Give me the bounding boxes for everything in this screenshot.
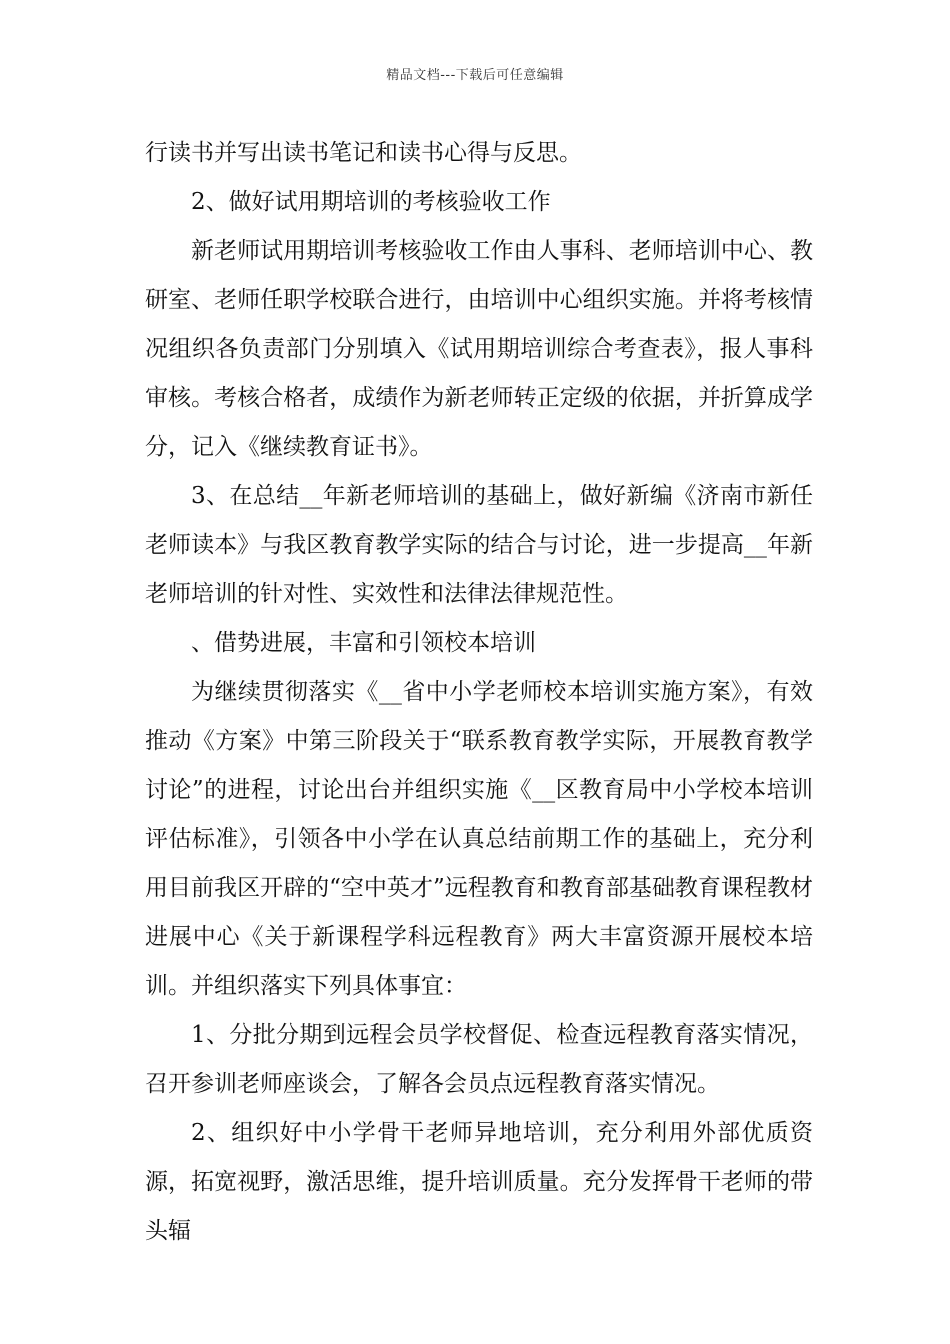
paragraph-6: 为继续贯彻落实《__省中小学老师校本培训实施方案》，有效推动《方案》中第三阶段关于“联系教育教学实际，开展教育教学讨论”的进程，讨论出台并组织实施《__区教育局中小学校本培训评估标准》，引领各中小学在认真总结前期工作的基础上，充分利用目前我区开辟的“空中英才”远程教育和教育部基础教育课程教材进展中心《关于新课程学科远程教育》两大丰富资源开展校本培训。并组织落实下列具体事宜： (145, 679, 813, 999)
paragraph-5: 、借势进展，丰富和引领校本培训 (191, 630, 536, 656)
document-header: 精品文档---下载后可任意编辑 (386, 68, 564, 83)
paragraph-4: 3、在总结__年新老师培训的基础上，做好新编《济南市新任老师读本》与我区教育教学实际的结合与讨论，进一步提高__年新老师培训的针对性、实效性和法律法律规范性。 (145, 483, 813, 607)
paragraph-1: 行读书并写出读书笔记和读书心得与反思。 (145, 140, 582, 166)
document-body (145, 129, 813, 1256)
paragraph-8: 2、组织好中小学骨干老师异地培训，充分利用外部优质资源，拓宽视野，激活思维，提升培训质量。充分发挥骨干老师的带头辐 (145, 1120, 813, 1244)
paragraph-3: 新老师试用期培训考核验收工作由人事科、老师培训中心、教研室、老师任职学校联合进行，由培训中心组织实施。并将考核情况组织各负责部门分别填入《试用期培训综合考查表》，报人事科审核。考核合格者，成绩作为新老师转正定级的依据，并折算成学分，记入《继续教育证书》。 (145, 238, 813, 460)
paragraph-2: 2、做好试用期培训的考核验收工作 (191, 189, 551, 215)
paragraph-7: 1、分批分期到远程会员学校督促、检查远程教育落实情况，召开参训老师座谈会，了解各会员点远程教育落实情况。 (145, 1022, 813, 1097)
